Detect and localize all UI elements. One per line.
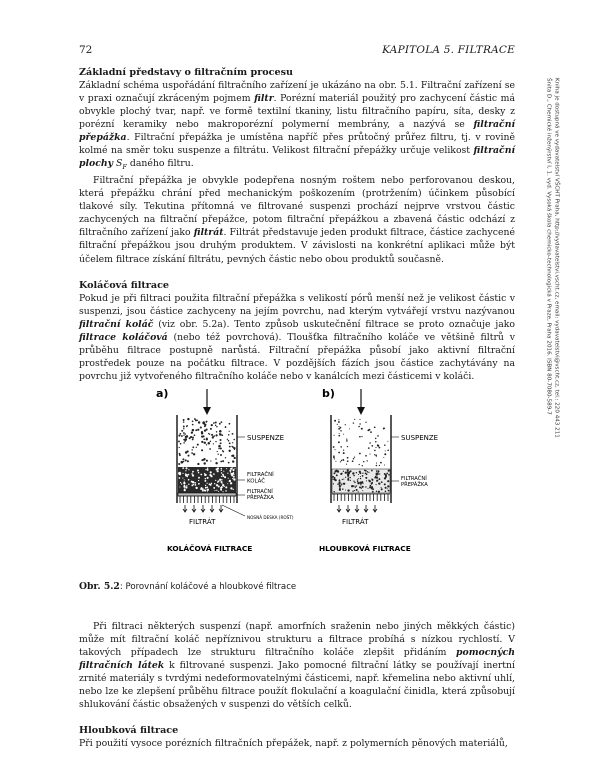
term: filtrační koláč [79, 318, 154, 330]
cake-filtration-diagram [167, 389, 294, 553]
side-note [544, 78, 560, 508]
figure-label-a: a) [156, 386, 169, 400]
term: pomocných filtračních látek [79, 647, 515, 672]
label-suspenze-b: SUSPENZE [401, 433, 439, 442]
term: filtrační přepážka [79, 119, 515, 144]
label-kolac: FILTRAČNÍ KOLÁČ [247, 471, 274, 485]
label-filtrat-a: FILTRÁT [189, 517, 216, 526]
chapter-title: KAPITOLA 5. FILTRACE [382, 44, 515, 56]
paragraph: Pokud je při filtraci použita filtrační přepážka s velikostí pórů menší než je velikost částic v suspenzi, jsou částice zachyceny na jejím povrchu, nad kterým vytvářejí vrstvu nazývanou filtrační koláč (viz obr. 5.2a). Tento způsob uskutečnění filtrace se proto označuje jako filtrace koláčová (nebo též povrchová). Tloušťka filtračního koláče ve většině filtrů v průběhu filtrace postupně narůstá. Filtrační přepážka působí jako aktivní filtrační prostředek pouze na počátku filtrace. V pozdějších fázích jsou částice zachytávány na povrchu již vytvořeného filtračního koláče nebo v kanálcích mezi částicemi v koláči. [79, 292, 515, 382]
term: filtrace koláčová [79, 331, 168, 343]
figure-label-b: b) [322, 386, 335, 400]
section-heading-hloubkova: Hloubková filtrace [79, 725, 179, 737]
depth-filtration-diagram [319, 386, 439, 553]
suspension-particles-b [333, 419, 389, 467]
page-number: 72 [79, 44, 93, 56]
term: filtrát [193, 227, 224, 239]
paragraph: Při filtraci některých suspenzí (např. amorfních sraženin nebo jiných měkkých částic) může mít filtrační koláč nepříznivou strukturu a filtrace probíhá s nízkou rychlostí. V takových případech lze strukturu filtračního koláče zlepšit přidáním pomocných filtračních látek k filtrované suspenzi. Jako pomocné filtrační látky se používají inertní zrnité materiály s tvrdými nedeformovatelnými částicemi, např. křemelina nebo aktivní uhlí, nebo lze ke zlepšení průběhu filtrace použít flokulační a koagulační činidla, která způsobují shlukování částic obsažených v suspenzi do větších celků. [79, 620, 515, 711]
label-suspenze-a: SUSPENZE [247, 433, 285, 442]
label-prepazka-b: FILTRAČNÍ PŘEPÁŽKA [401, 475, 428, 488]
title-depth-filtration: HLOUBKOVÁ FILTRACE [319, 543, 411, 553]
symbol: S [113, 158, 123, 170]
section-heading-zakladni: Základní představy o filtračním procesu [79, 67, 294, 78]
title-cake-filtration: KOLÁČOVÁ FILTRACE [167, 543, 253, 553]
label-nosna-deska: NOSNÁ DESKA (ROŠT) [247, 514, 294, 520]
term: filtr [254, 93, 274, 105]
side-note-line-2: Kniha je dostupná ve vydavatelství VŠCHT Praha, http://vydavatelstvi.vscht.cz, email: vydavatelstvi@vscht.cz, tel.: 220 443 211 [553, 78, 560, 438]
page-header [79, 44, 515, 58]
figure-caption: Obr. 5.2: Porovnání koláčové a hloubkové filtrace [79, 580, 297, 592]
side-note-line-1: Šnita D., Chemické inženýrství I, 1. vyd. Vysoká škola chemicko-technologická v Praze, Praha 2016. ISBN 80-7080-589-7 [545, 78, 552, 415]
paragraph: Základní schéma uspořádání filtračního zařízení je ukázáno na obr. 5.1. Filtrační zařízení se v praxi označují zkráceným pojmem filtr. Porézní materiál použitý pro zachycení částic má obvykle plochý tvar, např. ve formě textilní tkaniny, listu filtračního papíru, síta, desky z porézní keramiky nebo makroporézní polymerní membrány, a nazývá se filtrační přepážka. Filtrační přepážka je umístěna napříč přes průtočný průřez filtru, tj. v rovině kolmé na směr toku suspenze a filtrátu. Velikost filtrační přepážky určuje velikost filtrační plochy $S_F$ daného filtru. [79, 80, 515, 172]
page-content [79, 66, 515, 750]
paragraph: Při použití vysoce porézních filtračních přepážek, např. z polymerních pěnových materiálů, [79, 738, 508, 750]
suspension-particles-a [178, 418, 236, 465]
paragraph: Filtrační přepážka je obvykle podepřena nosným roštem nebo perforovanou deskou, která přepážku chrání před mechanickým poškozením (protržením) účinkem působící tlakové síly. Tekutina přítomná ve filtrované suspenzi prochází nejprve vrstvou částic zachycených na filtrační přepážce, potom filtrační přepážkou a zbavená částic odchází z filtračního zařízení jako filtrát. Filtrát představuje jeden produkt filtrace, částice zachycené filtrační přepážkou jsou druhým produktem. V závislosti na konkrétní aplikaci může být účelem filtrace získání filtrátu, pevných částic nebo obou produktů současně. [79, 175, 515, 265]
figure-filtration-comparison [79, 385, 515, 580]
label-prepazka-a: FILTRAČNÍ PŘEPÁŽKA [247, 488, 274, 501]
term: filtrační plochy [79, 145, 515, 170]
label-filtrat-b: FILTRÁT [342, 517, 369, 526]
section-heading-kolacova: Koláčová filtrace [79, 279, 170, 291]
